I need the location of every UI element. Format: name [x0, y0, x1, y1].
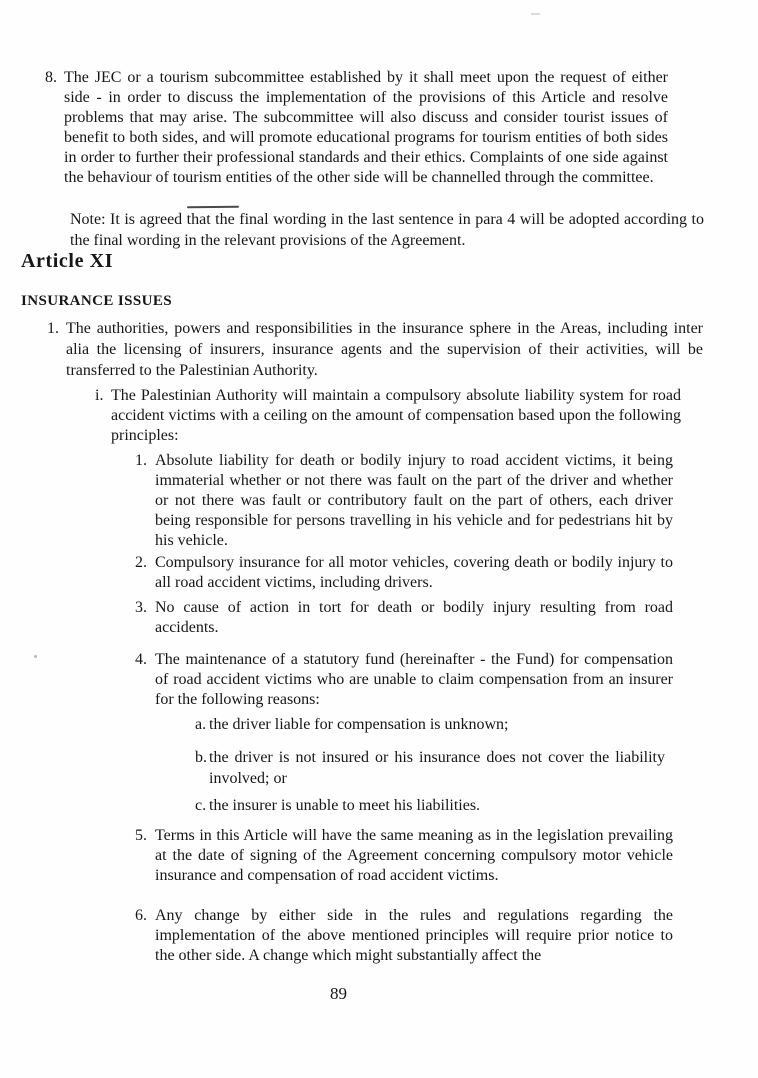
principle-3	[135, 598, 673, 638]
clause-1-marker: 1.	[47, 320, 59, 337]
principle-5	[135, 826, 673, 886]
principle-2	[135, 553, 673, 593]
scan-artifact-smudge	[531, 13, 540, 15]
reason-c-text: the insurer is unable to meet his liabilities.	[209, 797, 481, 814]
principle-5-text: Terms in this Article will have the same meaning as in the legislation prevailing at the date of signing of the Agreement concerning compulsory motor vehicle insurance and compensation of road accident victims.	[155, 827, 673, 884]
principle-1	[135, 451, 673, 551]
principle-2-marker: 2.	[135, 554, 147, 571]
reason-c-marker: c.	[195, 797, 207, 814]
reason-a-marker: a.	[195, 716, 207, 733]
reason-c	[195, 795, 665, 816]
principle-4-text: The maintenance of a statutory fund (hereinafter - the Fund) for compensation of road accident victims who are unable to claim compensation from an insurer for the following reasons:	[155, 651, 673, 708]
scan-artifact-underline	[187, 206, 239, 209]
principle-6-text: Any change by either side in the rules and regulations regarding the implementation of the above mentioned principles will require prior notice to the other side. A change which might substantially affect the	[155, 907, 673, 964]
clause-8-text: The JEC or a tourism subcommittee established by it shall meet upon the request of either side - in order to discuss the implementation of the provisions of this Article and resolve problems that may arise. The subcommittee will also discuss and consider tourist issues of benefit to both sides, and will promote educational programs for tourism entities of both sides in order to further their professional standards and their ethics. Complaints of one side against the behaviour of tourism entities of the other side will be channelled through the committee.	[64, 69, 668, 186]
clause-8-marker: 8.	[45, 69, 57, 86]
section-heading: INSURANCE ISSUES	[21, 293, 173, 309]
clause-1	[47, 318, 703, 381]
note-text: Note: It is agreed that the final wording in the last sentence in para 4 will be adopted according to the final wording in the relevant provisions of the Agreement.	[70, 211, 704, 249]
principle-4	[135, 650, 673, 710]
page-number: 89	[330, 984, 347, 1003]
principle-2-text: Compulsory insurance for all motor vehicles, covering death or bodily injury to all road accident victims, including drivers.	[155, 554, 673, 591]
sub-clause-i-marker: i.	[95, 387, 104, 404]
principle-1-marker: 1.	[135, 452, 147, 469]
clause-8	[45, 68, 668, 188]
principle-3-marker: 3.	[135, 599, 147, 616]
reason-b	[195, 747, 665, 789]
reason-a	[195, 714, 665, 735]
article-heading: Article XI	[21, 250, 114, 272]
reason-b-marker: b.	[195, 749, 207, 766]
scan-artifact-dot	[34, 655, 37, 658]
sub-clause-i	[95, 386, 681, 446]
reason-b-text: the driver is not insured or his insurance does not cover the liability involved; or	[209, 749, 665, 787]
sub-clause-i-text: The Palestinian Authority will maintain a compulsory absolute liability system for road accident victims with a ceiling on the amount of compensation based upon the following principles:	[111, 387, 681, 444]
principle-6-marker: 6.	[135, 907, 147, 924]
clause-1-text: The authorities, powers and responsibilities in the insurance sphere in the Areas, including inter alia the licensing of insurers, insurance agents and the supervision of their activities, will be transferred to the Palestinian Authority.	[66, 320, 703, 379]
principle-3-text: No cause of action in tort for death or bodily injury resulting from road accidents.	[155, 599, 673, 636]
note-paragraph	[70, 209, 704, 251]
principle-4-marker: 4.	[135, 651, 147, 668]
principle-5-marker: 5.	[135, 827, 147, 844]
principle-6	[135, 906, 673, 966]
principle-1-text: Absolute liability for death or bodily injury to road accident victims, it being immaterial whether or not there was fault on the part of the driver and whether or not there was fault or contributory fault on the part of others, each driver being responsible for persons travelling in his vehicle and for pedestrians hit by his vehicle.	[155, 452, 673, 549]
reason-a-text: the driver liable for compensation is unknown;	[209, 716, 509, 733]
